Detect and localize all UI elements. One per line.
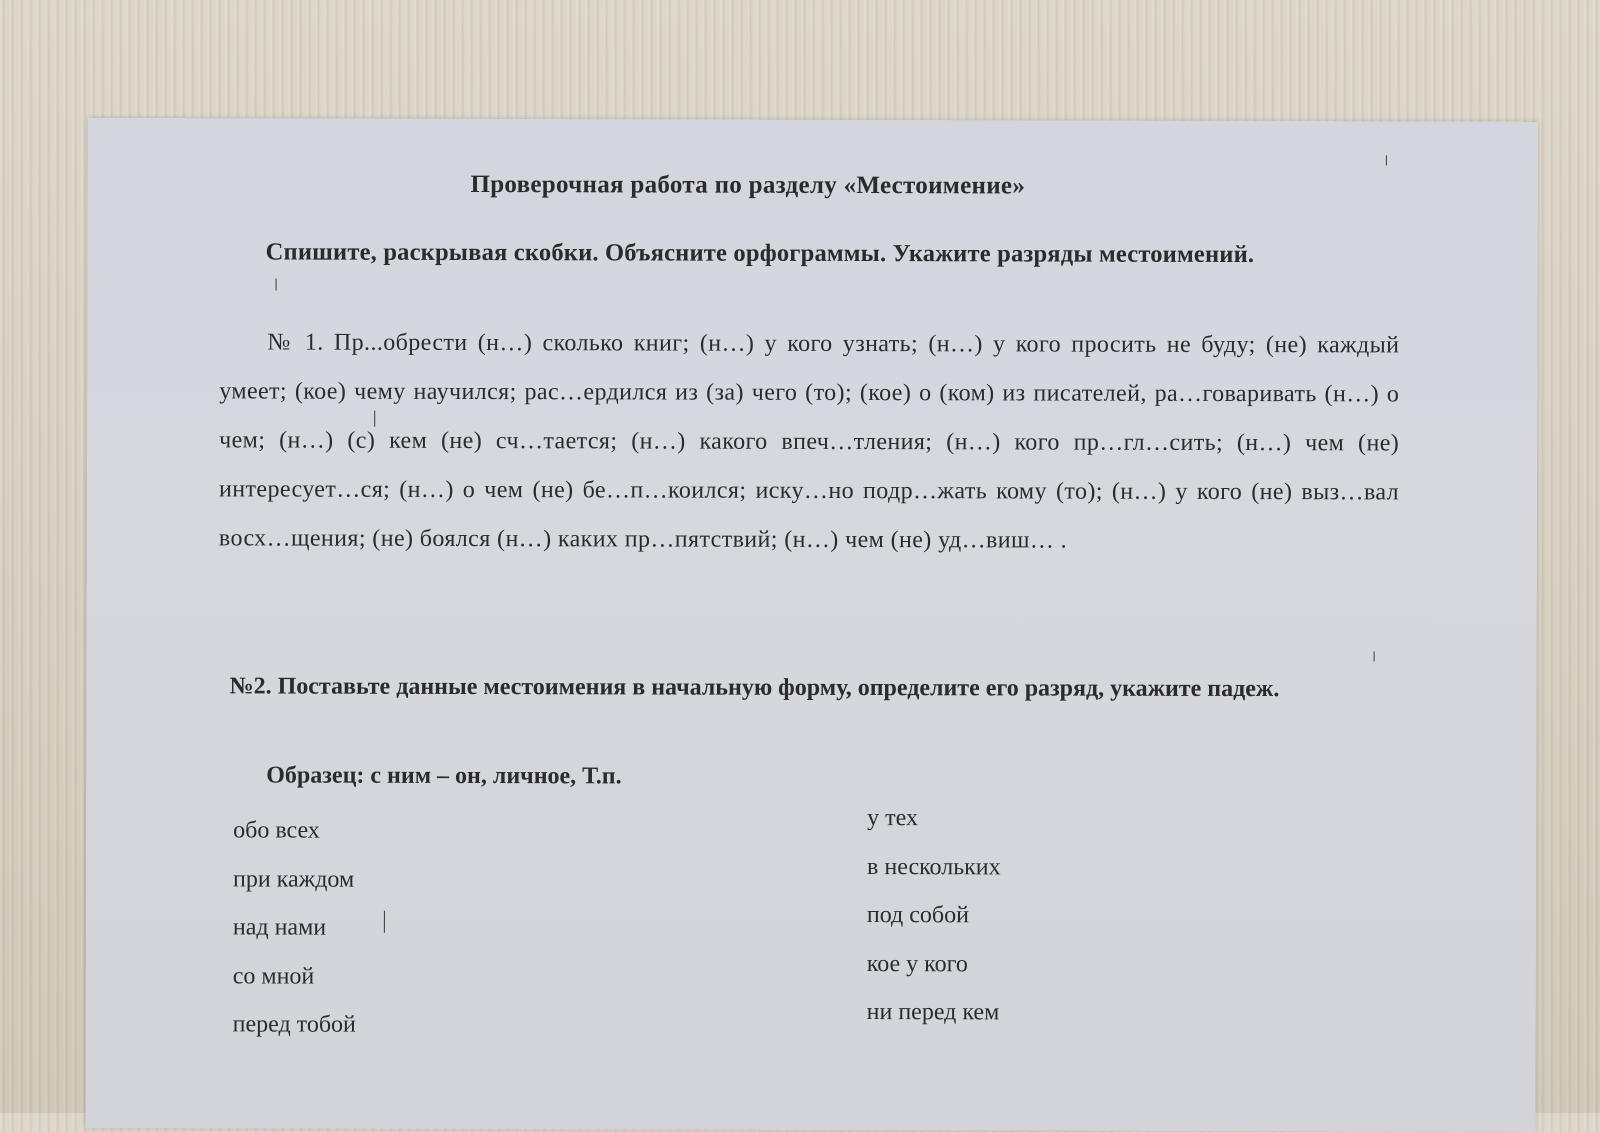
pen-mark bbox=[1374, 651, 1375, 661]
pronoun-list-left bbox=[233, 816, 357, 1059]
pen-mark bbox=[384, 911, 385, 933]
page-title: Проверочная работа по разделу «Местоимение» bbox=[470, 171, 1026, 200]
pronoun-item: со мной bbox=[232, 962, 315, 990]
pronoun-item: над нами bbox=[232, 914, 327, 941]
task-instruction: Спишите, раскрывая скобки. Объясните орфограммы. Укажите разряды местоимений. bbox=[265, 238, 1255, 269]
task-2-heading: №2. Поставьте данные местоимения в начальную форму, определите его разряд, укажите падеж. bbox=[229, 673, 1280, 703]
pronoun-item: при каждом bbox=[232, 865, 355, 893]
pronoun-item: под собой bbox=[866, 902, 970, 929]
pronoun-item: у тех bbox=[867, 805, 919, 832]
pronoun-item: в нескольких bbox=[867, 853, 1001, 880]
pen-mark bbox=[1386, 155, 1387, 165]
pronoun-item: перед тобой bbox=[232, 1011, 356, 1038]
pen-mark bbox=[374, 411, 375, 427]
pen-mark bbox=[276, 278, 277, 290]
pronoun-item: ни перед кем bbox=[866, 999, 1000, 1026]
pronoun-item: кое у кого bbox=[866, 950, 968, 977]
pronoun-list-right bbox=[867, 804, 1001, 1047]
task-1-paragraph: № 1. Пр...обрести (н…) сколько книг; (н…) у кого узнать; (н…) у кого просить не буду; (не) каждый умеет; (кое) чему научился; рас…ердился из (за) чего (то); (кое) о (ком) из писателей, ра…говаривать (н…) о чем; (н…) (с) кем (не) сч…тается; (н…) какого впеч…тления; (н…) кого пр…гл…сить; (н…) чем (не) интересует…ся; (н…) о чем (не) бе…п…коился; иску…но подр…жать кому (то); (н…) у кого (не) выз…вал восх…щения; (не) боялся (н…) каких пр…пятствий; (н…) чем (не) уд…виш… . bbox=[218, 329, 1400, 554]
pronoun-item: обо всех bbox=[233, 817, 320, 844]
task-2-sample: Образец: с ним – он, личное, Т.п. bbox=[266, 762, 622, 790]
worksheet-page bbox=[85, 118, 1538, 1132]
